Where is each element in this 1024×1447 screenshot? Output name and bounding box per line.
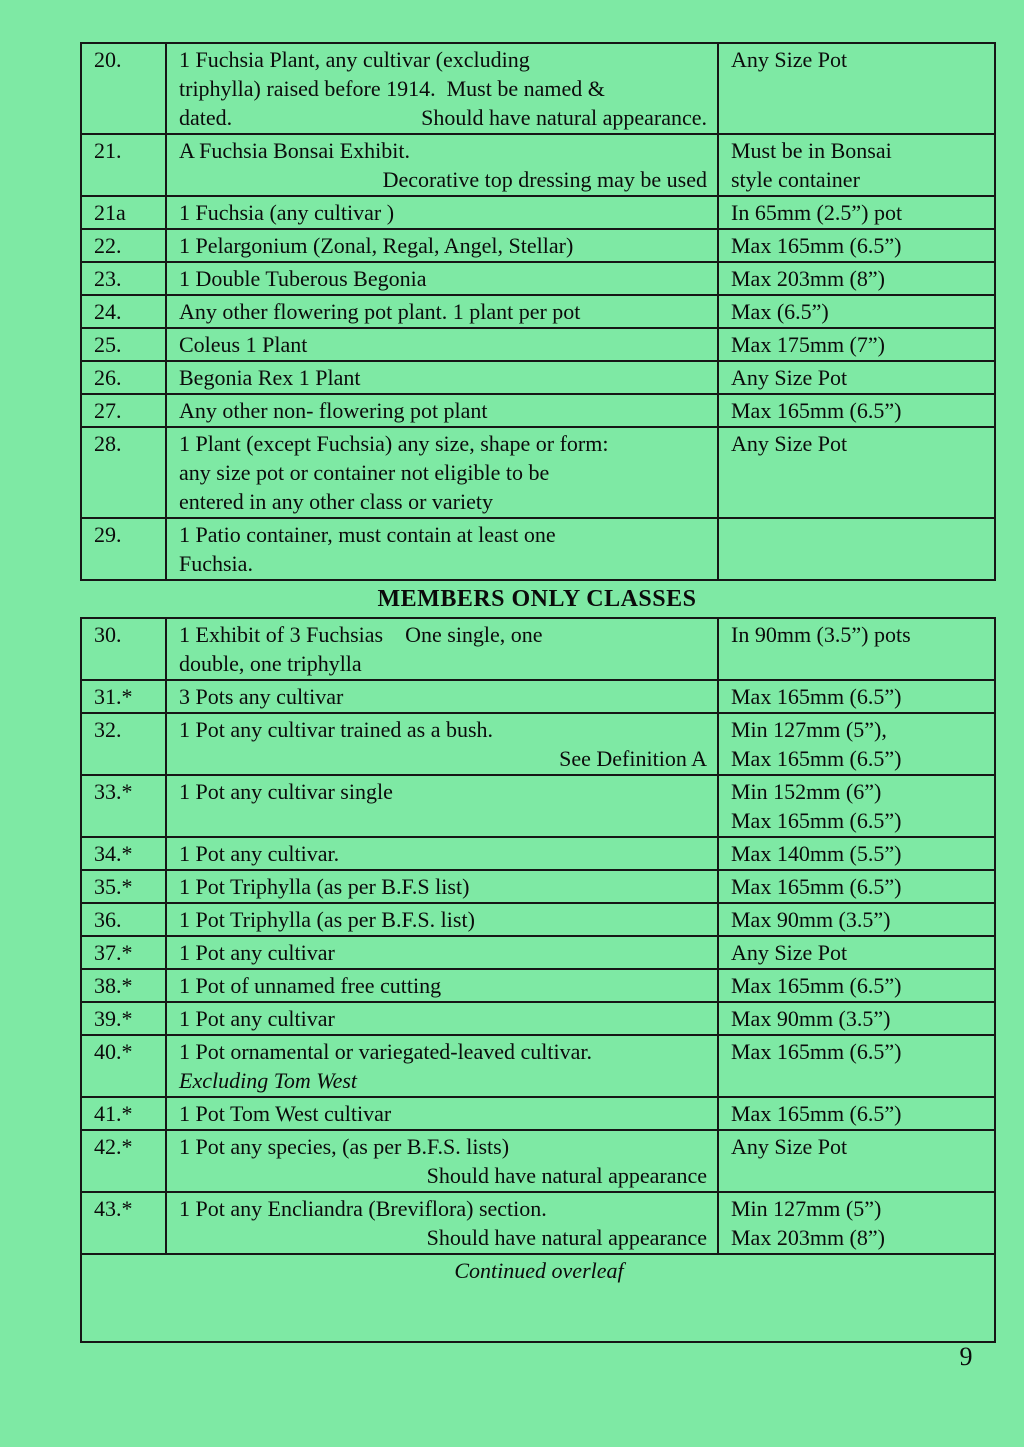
class-number-cell [81, 936, 166, 969]
class-description-line [179, 103, 707, 132]
pot-size-line: Max 140mm (5.5”) [731, 841, 902, 866]
table-row [81, 1254, 995, 1342]
pot-size-cell [718, 518, 995, 580]
class-number-cell [81, 394, 166, 427]
pot-size-cell [718, 903, 995, 936]
class-number-cell [81, 427, 166, 518]
class-description-line: 1 Pot Triphylla (as per B.F.S list) [179, 874, 470, 899]
class-description-line: Any other flowering pot plant. 1 plant per pot [179, 299, 581, 324]
class-number-cell [81, 1035, 166, 1097]
pot-size-line: Max 165mm (6.5”) [731, 1039, 902, 1064]
class-description-cell [166, 680, 718, 713]
pot-size-cell [718, 134, 995, 196]
class-description-line: 1 Pot any cultivar single [179, 779, 393, 804]
class-description-line: A Fuchsia Bonsai Exhibit. [179, 138, 410, 163]
class-number: 21a [94, 200, 126, 225]
class-number: 21. [94, 138, 122, 163]
class-description-cell [166, 1035, 718, 1097]
class-number-cell [81, 229, 166, 262]
table-row [81, 870, 995, 903]
class-description-cell [166, 1002, 718, 1035]
class-number-cell [81, 43, 166, 134]
class-description-line: 1 Fuchsia Plant, any cultivar (excluding [179, 47, 530, 72]
class-number: 41.* [94, 1101, 133, 1126]
pot-size-line: Max 165mm (6.5”) [731, 808, 902, 833]
class-description-line: Any other non- flowering pot plant [179, 398, 488, 423]
class-description-cell [166, 837, 718, 870]
class-number: 30. [94, 622, 122, 647]
class-number: 22. [94, 233, 122, 258]
table-row [81, 262, 995, 295]
pot-size-cell [718, 680, 995, 713]
pot-size-cell [718, 1002, 995, 1035]
pot-size-cell [718, 618, 995, 680]
pot-size-line: Max 203mm (8”) [731, 1225, 885, 1250]
class-description-cell [166, 196, 718, 229]
class-number-cell [81, 518, 166, 580]
table-row [81, 936, 995, 969]
class-number: 38.* [94, 973, 133, 998]
pot-classes-table [80, 42, 996, 581]
pot-size-line: Min 152mm (6”) [731, 779, 882, 804]
page-number: 9 [959, 1342, 973, 1371]
continued-note: Continued overleaf [81, 1254, 995, 1342]
pot-size-line: Max 165mm (6.5”) [731, 684, 902, 709]
pot-size-cell [718, 870, 995, 903]
table-row [81, 518, 995, 580]
class-description-cell [166, 427, 718, 518]
table-row [81, 680, 995, 713]
table-row [81, 713, 995, 775]
pot-size-cell [718, 936, 995, 969]
table-row [81, 196, 995, 229]
split-left-text: dated. [179, 105, 233, 130]
pot-size-cell [718, 427, 995, 518]
pot-size-cell [718, 229, 995, 262]
class-number-cell [81, 680, 166, 713]
table-row [81, 969, 995, 1002]
pot-size-cell [718, 1097, 995, 1130]
class-description-cell [166, 328, 718, 361]
class-number: 42.* [94, 1134, 133, 1159]
pot-size-cell [718, 295, 995, 328]
class-number-cell [81, 134, 166, 196]
class-number-cell [81, 1130, 166, 1192]
pot-size-cell [718, 1130, 995, 1192]
pot-size-line: Max 165mm (6.5”) [731, 398, 902, 423]
class-description-cell [166, 713, 718, 775]
pot-size-line: Max 90mm (3.5”) [731, 1006, 891, 1031]
pot-size-line: Min 127mm (5”) [731, 1196, 882, 1221]
class-number: 40.* [94, 1039, 133, 1064]
class-number-cell [81, 837, 166, 870]
class-description-cell [166, 903, 718, 936]
class-number-cell [81, 1097, 166, 1130]
class-number-cell [81, 618, 166, 680]
class-description-line: 1 Double Tuberous Begonia [179, 266, 427, 291]
class-description-line: Fuchsia. [179, 551, 253, 576]
pot-size-line: In 65mm (2.5”) pot [731, 200, 903, 225]
schedule-sheet [80, 42, 994, 1343]
pot-size-line: Max 165mm (6.5”) [731, 1101, 902, 1126]
class-number-cell [81, 196, 166, 229]
class-description-line: 1 Pot any cultivar trained as a bush. [179, 717, 494, 742]
class-number-cell [81, 361, 166, 394]
class-description-line: triphylla) raised before 1914. Must be named & [179, 76, 605, 101]
class-description-line: 1 Pot of unnamed free cutting [179, 973, 442, 998]
class-description-cell [166, 1130, 718, 1192]
table-row [81, 775, 995, 837]
class-description-line: 1 Pot any cultivar [179, 1006, 335, 1031]
pot-size-cell [718, 43, 995, 134]
pot-size-cell [718, 775, 995, 837]
class-number: 36. [94, 907, 122, 932]
pot-size-line: Any Size Pot [731, 47, 848, 72]
class-description-line: 1 Pelargonium (Zonal, Regal, Angel, Stellar) [179, 233, 574, 258]
class-description-line: See Definition A [559, 746, 707, 771]
pot-size-line: Must be in Bonsai [731, 138, 892, 163]
table-row [81, 1192, 995, 1254]
class-description-cell [166, 618, 718, 680]
class-number: 25. [94, 332, 122, 357]
class-description-cell [166, 262, 718, 295]
pot-size-cell [718, 837, 995, 870]
class-number: 26. [94, 365, 122, 390]
table-row [81, 1097, 995, 1130]
class-number: 27. [94, 398, 122, 423]
class-number: 37.* [94, 940, 133, 965]
class-description-cell [166, 43, 718, 134]
class-number: 34.* [94, 841, 133, 866]
class-description-cell [166, 394, 718, 427]
table-row [81, 618, 995, 680]
table-row [81, 1035, 995, 1097]
class-number-cell [81, 775, 166, 837]
table-row [81, 427, 995, 518]
class-description-line: 1 Plant (except Fuchsia) any size, shape or form: [179, 431, 609, 456]
class-description-cell [166, 1097, 718, 1130]
table-row [81, 394, 995, 427]
pot-size-line: Max 165mm (6.5”) [731, 874, 902, 899]
class-number: 28. [94, 431, 122, 456]
class-description-cell [166, 295, 718, 328]
pot-size-line: Any Size Pot [731, 1134, 848, 1159]
class-number-cell [81, 1002, 166, 1035]
table-row [81, 361, 995, 394]
pot-size-cell [718, 361, 995, 394]
class-number-cell [81, 328, 166, 361]
class-description-line: entered in any other class or variety [179, 489, 493, 514]
class-number: 33.* [94, 779, 133, 804]
class-number: 35.* [94, 874, 133, 899]
class-number-cell [81, 1192, 166, 1254]
class-number: 20. [94, 47, 122, 72]
table-row [81, 1130, 995, 1192]
table-row [81, 43, 995, 134]
pot-size-line: Max 165mm (6.5”) [731, 746, 902, 771]
class-number: 39.* [94, 1006, 133, 1031]
class-number: 23. [94, 266, 122, 291]
class-description-line: Excluding Tom West [179, 1068, 358, 1093]
class-description-line: 1 Pot ornamental or variegated-leaved cultivar. [179, 1039, 592, 1064]
class-number-cell [81, 295, 166, 328]
pot-size-cell [718, 394, 995, 427]
pot-size-line: Max 175mm (7”) [731, 332, 885, 357]
class-description-cell [166, 1192, 718, 1254]
pot-size-line: Any Size Pot [731, 365, 848, 390]
members-only-heading: MEMBERS ONLY CLASSES [377, 585, 697, 612]
class-description-line: 1 Exhibit of 3 Fuchsias One single, one [179, 622, 543, 647]
class-description-cell [166, 969, 718, 1002]
class-number-cell [81, 870, 166, 903]
class-description-line: Coleus 1 Plant [179, 332, 308, 357]
class-number: 31.* [94, 684, 133, 709]
class-description-line: 1 Pot any species, (as per B.F.S. lists) [179, 1134, 510, 1159]
class-number-cell [81, 903, 166, 936]
class-description-line: Should have natural appearance [426, 1163, 707, 1188]
class-number-cell [81, 713, 166, 775]
pot-size-line: Max 165mm (6.5”) [731, 233, 902, 258]
class-description-line: double, one triphylla [179, 651, 362, 676]
pot-size-line: style container [731, 167, 860, 192]
class-description-cell [166, 134, 718, 196]
table-row [81, 837, 995, 870]
class-description-cell [166, 361, 718, 394]
pot-size-line: Max (6.5”) [731, 299, 829, 324]
pot-size-line: Any Size Pot [731, 940, 848, 965]
class-description-cell [166, 775, 718, 837]
class-description-line: Begonia Rex 1 Plant [179, 365, 361, 390]
pot-size-line: In 90mm (3.5”) pots [731, 622, 911, 647]
table-row [81, 328, 995, 361]
split-right-text: Should have natural appearance. [421, 105, 707, 130]
pot-size-cell [718, 328, 995, 361]
class-description-line: 3 Pots any cultivar [179, 684, 344, 709]
pot-size-line: Any Size Pot [731, 431, 848, 456]
pot-size-line: Max 203mm (8”) [731, 266, 885, 291]
class-description-line: Decorative top dressing may be used [382, 167, 707, 192]
pot-size-cell [718, 969, 995, 1002]
pot-size-line: Max 90mm (3.5”) [731, 907, 891, 932]
class-description-line: any size pot or container not eligible to be [179, 460, 550, 485]
pot-size-cell [718, 1035, 995, 1097]
class-description-cell [166, 936, 718, 969]
pot-size-cell [718, 1192, 995, 1254]
class-description-line: 1 Patio container, must contain at least one [179, 522, 556, 547]
pot-size-cell [718, 196, 995, 229]
pot-size-line: Max 165mm (6.5”) [731, 973, 902, 998]
class-description-cell [166, 229, 718, 262]
class-description-line: 1 Pot any Encliandra (Breviflora) section. [179, 1196, 547, 1221]
table-row [81, 295, 995, 328]
class-number-cell [81, 262, 166, 295]
class-description-line: 1 Pot Triphylla (as per B.F.S. list) [179, 907, 475, 932]
table-row [81, 229, 995, 262]
class-description-line: 1 Pot any cultivar. [179, 841, 340, 866]
class-description-line: 1 Pot any cultivar [179, 940, 335, 965]
class-description-line: 1 Fuchsia (any cultivar ) [179, 200, 395, 225]
table-row [81, 1002, 995, 1035]
class-description-cell [166, 518, 718, 580]
class-description-line: 1 Pot Tom West cultivar [179, 1101, 392, 1126]
pot-size-cell [718, 262, 995, 295]
class-number: 24. [94, 299, 122, 324]
class-number-cell [81, 969, 166, 1002]
class-number: 29. [94, 522, 122, 547]
table-row [81, 903, 995, 936]
members-classes-table [80, 617, 996, 1343]
table-row [81, 134, 995, 196]
class-description-line: Should have natural appearance [426, 1225, 707, 1250]
class-number: 32. [94, 717, 122, 742]
class-number: 43.* [94, 1196, 133, 1221]
pot-size-line: Min 127mm (5”), [731, 717, 887, 742]
class-description-cell [166, 870, 718, 903]
pot-size-cell [718, 713, 995, 775]
